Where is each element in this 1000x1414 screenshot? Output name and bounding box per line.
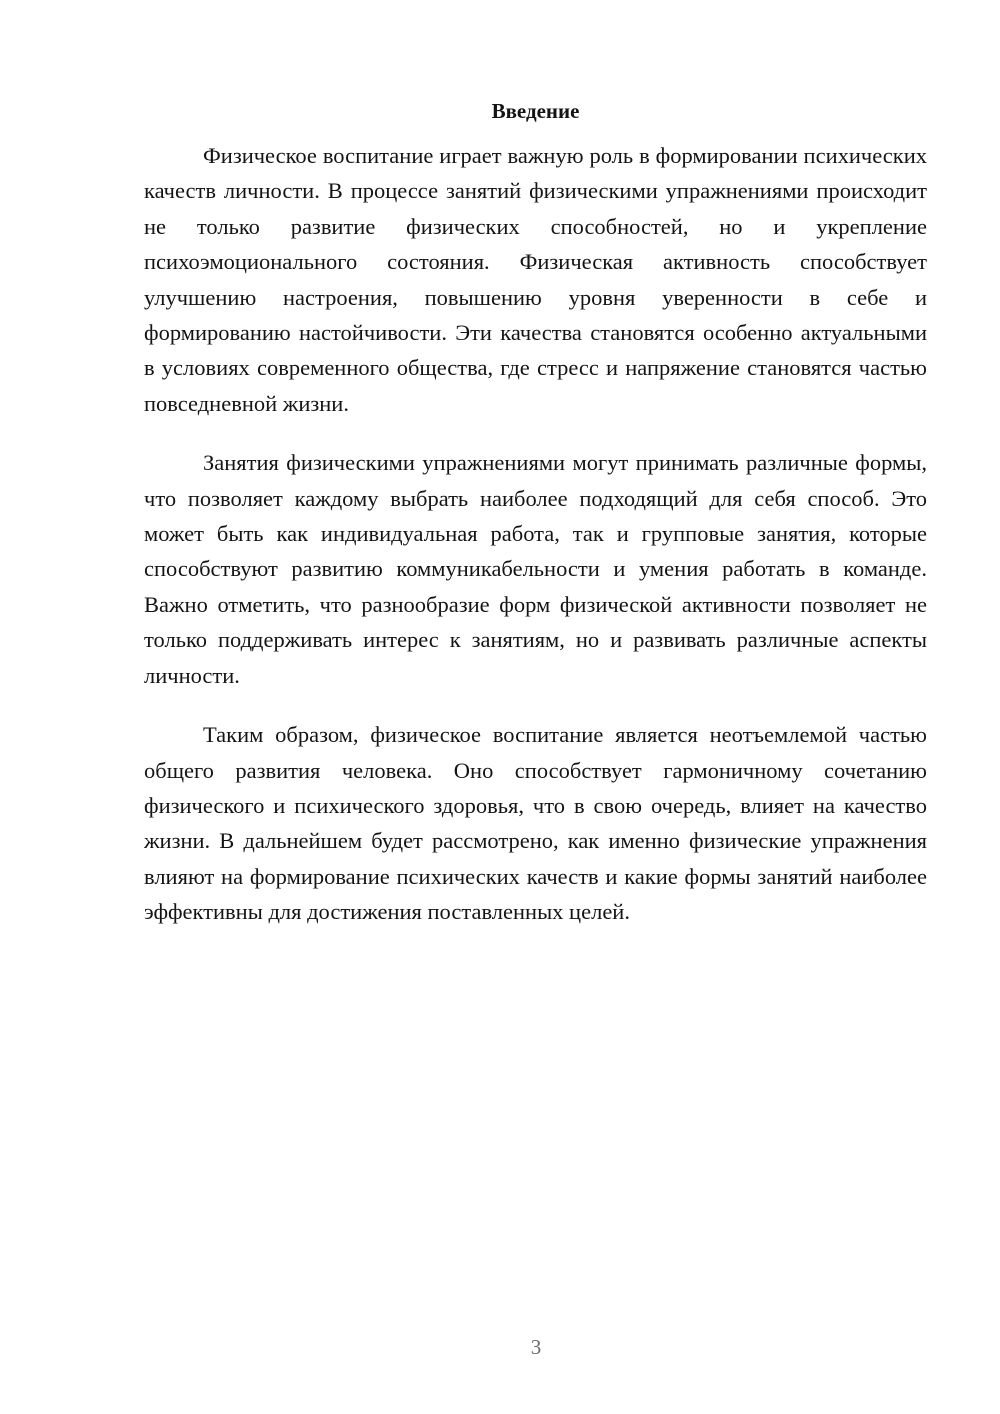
page-content xyxy=(144,96,927,954)
section-title: Введение xyxy=(491,99,580,123)
paragraph-1: Физическое воспитание играет важную роль в формировании психических качеств личности. В процессе занятий физическими упражнениями происходит не только развитие физических способностей, но и укрепление психоэмоционального состояния. Физическая активность способствует улучшению настроения, повышению уровня уверенности в себе и формированию настойчивости. Эти качества становятся особенно актуальными в условиях современного общества, где стресс и напряжение становятся частью повседневной жизни. xyxy=(144,143,927,416)
paragraph-3: Таким образом, физическое воспитание является неотъемлемой частью общего развития человека. Оно способствует гармоничному сочетанию физического и психического здоровья, что в свою очередь, влияет на качество жизни. В дальнейшем будет рассмотрено, как именно физические упражнения влияют на формирование психических качеств и какие формы занятий наиболее эффективны для достижения поставленных целей. xyxy=(144,722,927,925)
page-number: 3 xyxy=(530,1335,542,1359)
paragraph-2: Занятия физическими упражнениями могут принимать различные формы, что позволяет каждому выбрать наиболее подходящий для себя способ. Это может быть как индивидуальная работа, так и групповые занятия, которые способствуют развитию коммуникабельности и умения работать в команде. Важно отметить, что разнообразие форм физической активности позволяет не только поддерживать интерес к занятиям, но и развивать различные аспекты личности. xyxy=(144,450,927,688)
